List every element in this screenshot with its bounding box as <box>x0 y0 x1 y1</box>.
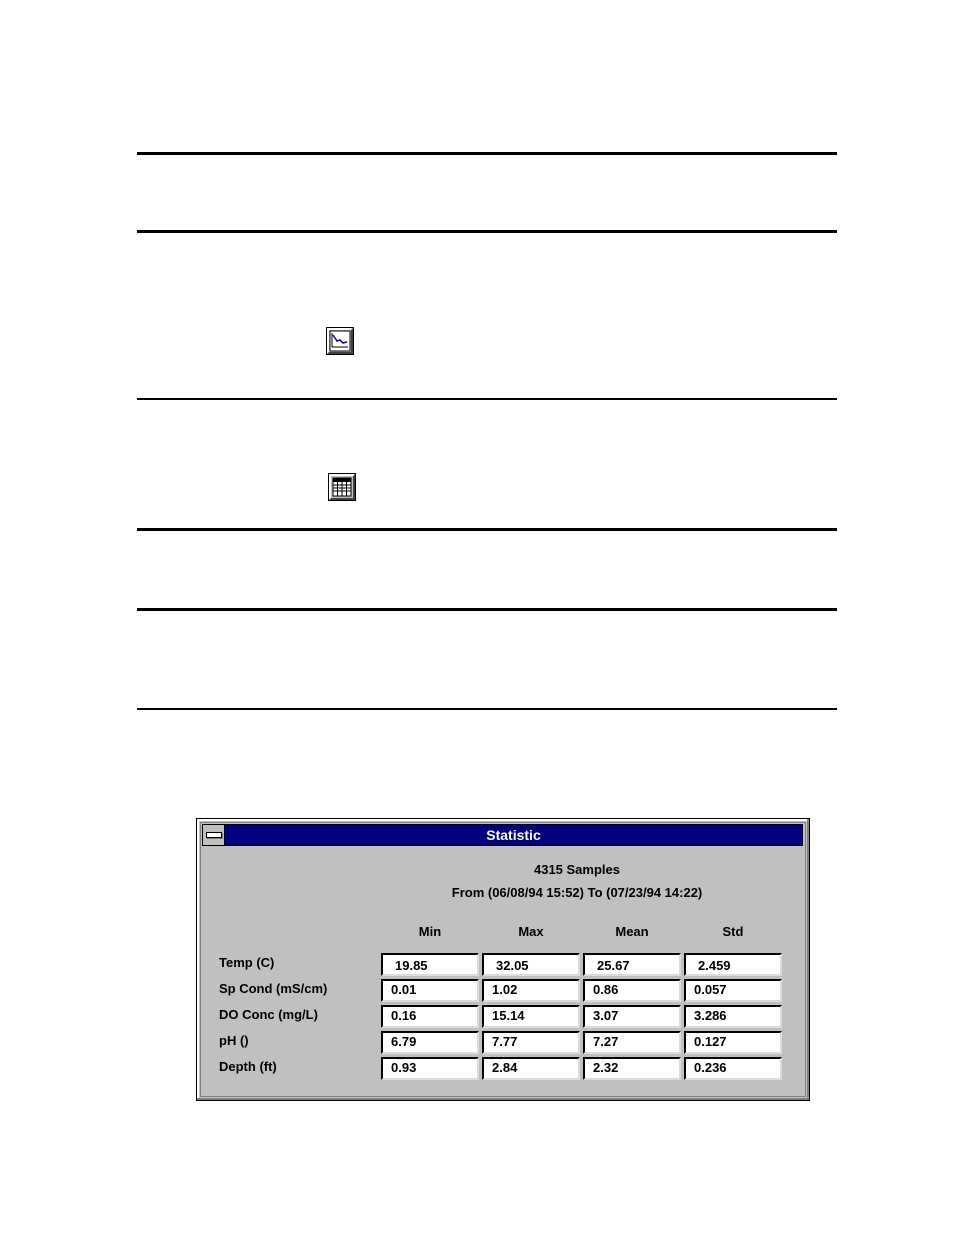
column-header-mean: Mean <box>615 924 649 939</box>
value-field[interactable]: 0.01 <box>381 979 479 1002</box>
column-header-std: Std <box>722 924 744 939</box>
value-field[interactable]: 1.02 <box>482 979 580 1002</box>
value-field[interactable]: 6.79 <box>381 1031 479 1054</box>
row-label-depth: Depth (ft) <box>219 1059 277 1074</box>
value-field[interactable]: 0.93 <box>381 1057 479 1080</box>
column-header-min: Min <box>418 924 442 939</box>
value-field[interactable]: 2.459 <box>684 953 782 976</box>
value-field[interactable]: 19.85 <box>381 953 479 976</box>
system-menu-icon <box>206 832 222 838</box>
value-field[interactable]: 3.07 <box>583 1005 681 1028</box>
divider <box>137 398 837 400</box>
date-range: From (06/08/94 15:52) To (07/23/94 14:22) <box>451 885 703 900</box>
value-field[interactable]: 2.84 <box>482 1057 580 1080</box>
divider <box>137 608 837 611</box>
value-field[interactable]: 15.14 <box>482 1005 580 1028</box>
system-menu-button[interactable] <box>203 825 225 845</box>
divider <box>137 230 837 233</box>
table-button[interactable] <box>329 474 355 500</box>
value-field[interactable]: 25.67 <box>583 953 681 976</box>
value-field[interactable]: 0.16 <box>381 1005 479 1028</box>
divider <box>137 152 837 155</box>
value-field[interactable]: 7.27 <box>583 1031 681 1054</box>
table-icon <box>331 476 353 498</box>
row-label-ph: pH () <box>219 1033 249 1048</box>
row-label-sp-cond: Sp Cond (mS/cm) <box>219 981 328 996</box>
divider <box>137 528 837 531</box>
value-field[interactable]: 3.286 <box>684 1005 782 1028</box>
graph-button[interactable] <box>327 328 353 354</box>
graph-icon <box>329 330 351 352</box>
value-field[interactable]: 0.86 <box>583 979 681 1002</box>
samples-count: 4315 Samples <box>533 862 620 877</box>
value-field[interactable]: 0.057 <box>684 979 782 1002</box>
value-field[interactable]: 2.32 <box>583 1057 681 1080</box>
column-header-max: Max <box>518 924 544 939</box>
value-field[interactable]: 32.05 <box>482 953 580 976</box>
divider <box>137 708 837 710</box>
row-label-temp: Temp (C) <box>219 955 275 970</box>
value-field[interactable]: 0.127 <box>684 1031 782 1054</box>
title-bar[interactable] <box>202 824 803 846</box>
value-field[interactable]: 7.77 <box>482 1031 580 1054</box>
statistic-dialog <box>196 818 810 1101</box>
value-field[interactable]: 0.236 <box>684 1057 782 1080</box>
dialog-title: Statistic <box>486 827 541 843</box>
row-label-do-conc: DO Conc (mg/L) <box>219 1007 318 1022</box>
